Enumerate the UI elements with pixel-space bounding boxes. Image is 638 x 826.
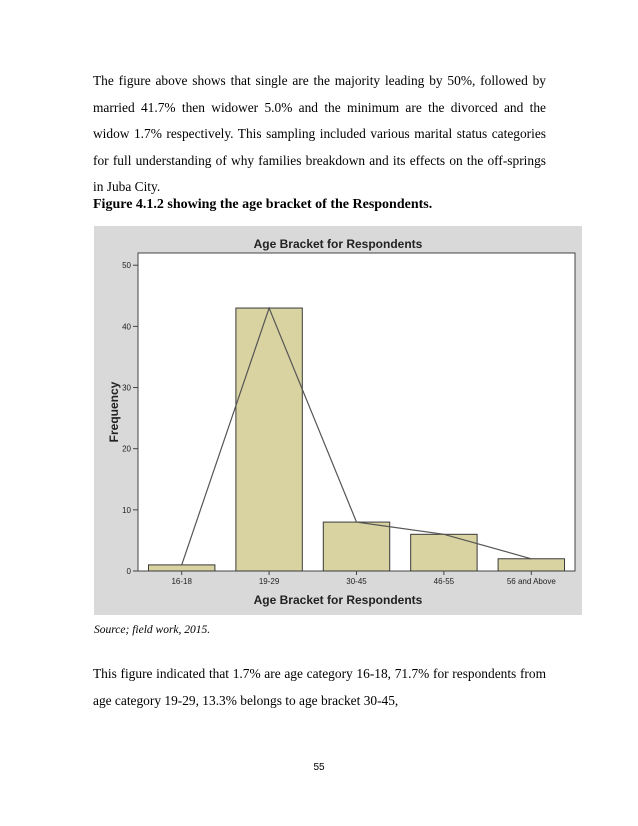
body-paragraph-2: [93, 661, 546, 714]
x-tick-label: 46-55: [433, 577, 455, 586]
y-tick-label: 30: [122, 383, 131, 393]
y-axis-label: Frequency: [107, 381, 121, 443]
body-paragraph-1: [93, 68, 546, 201]
y-tick-label: 50: [122, 261, 131, 271]
bar-16-18: [148, 565, 214, 571]
x-tick-label: 19-29: [258, 577, 280, 586]
x-axis-label: Age Bracket for Respondents: [253, 593, 423, 607]
paragraph-text: This figure indicated that 1.7% are age category 16-18, 71.7% for respondents from age category 19-29, 13.3% belongs to age bracket 30-45,: [93, 666, 546, 708]
x-tick-label: 56 and Above: [506, 577, 556, 586]
age-bracket-chart: [94, 226, 582, 615]
bar-30-45: [323, 522, 389, 571]
page-number: 55: [313, 762, 325, 773]
bar-56-and-above: [498, 559, 564, 571]
y-tick-label: 10: [122, 505, 131, 515]
chart-svg: [94, 226, 582, 615]
x-tick-label: 16-18: [171, 577, 192, 586]
x-tick-label: 30-45: [346, 577, 367, 586]
bar-46-55: [411, 534, 477, 571]
y-tick-label: 20: [122, 444, 131, 454]
chart-title: Age Bracket for Respondents: [253, 237, 423, 251]
y-tick-label: 0: [126, 567, 131, 576]
figure-caption: Figure 4.1.2 showing the age bracket of the Respondents.: [93, 197, 433, 212]
paragraph-text: The figure above shows that single are the majority leading by 50%, followed by married 41.7% then widower 5.0% and the minimum are the divorced and the widow 1.7% respectively. This sampling included various marital status categories for full understanding of why families breakdown and its effects on the off-springs in Juba City.: [93, 73, 546, 194]
bar-19-29: [236, 308, 302, 571]
figure-source: Source; field work, 2015.: [94, 624, 211, 636]
y-tick-label: 40: [122, 322, 131, 332]
